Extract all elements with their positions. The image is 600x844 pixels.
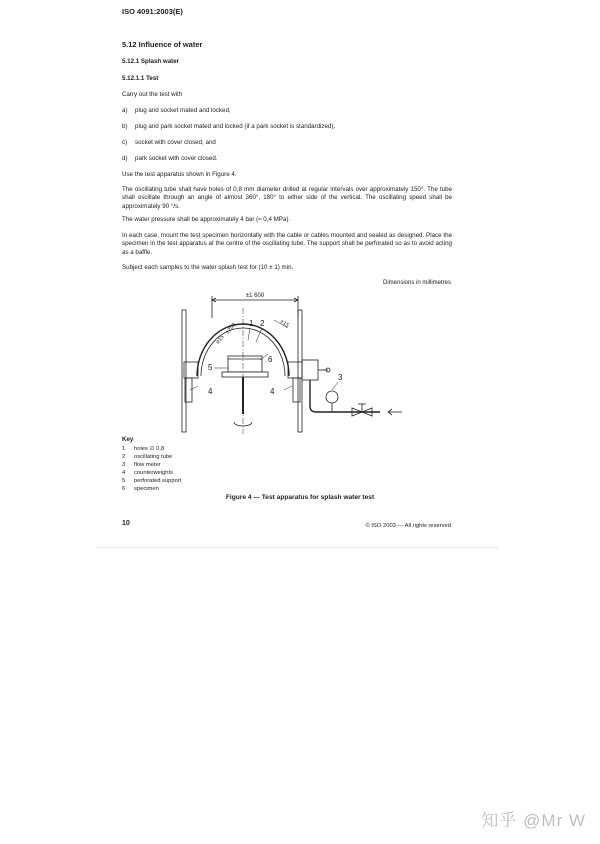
counterweight-right: [293, 378, 300, 402]
key-number: 3: [122, 462, 126, 468]
key-label: perforated support: [134, 478, 182, 484]
key-label: flow meter: [134, 462, 161, 468]
leader-1: [248, 328, 250, 340]
callout-3: 3: [338, 373, 343, 382]
list-text: socket with cover closed, and: [135, 139, 216, 146]
list-item: [122, 139, 216, 146]
subsection-title: 5.12.1 Splash water: [122, 58, 180, 65]
standard-header: ISO 4091:2003(E): [122, 7, 183, 16]
key-number: 1: [122, 446, 126, 452]
key-item: [122, 478, 181, 484]
intro-text: Carry out the test with: [122, 91, 183, 98]
paragraph: The oscillating tube shall have holes of 0,8 mm diameter drilled at regular intervals over approximately 150°. The tube shall oscillate through an angle of almost 360°, 180° to either side of the vertical. The oscillating speed shall be approximately 90 °/s.: [122, 186, 452, 210]
list-marker: a): [122, 107, 128, 114]
list-marker: b): [122, 123, 128, 130]
callout-6: 6: [268, 355, 273, 364]
list-text: plug and socket mated and locked,: [135, 107, 231, 114]
perforated-support: [222, 372, 268, 377]
dimensions-note: Dimensions in millimetres: [382, 280, 451, 286]
dimension-r200-label: ±200: [224, 322, 238, 336]
leader-4-right: [284, 386, 292, 390]
page-divider: [97, 547, 498, 548]
callout-4-right: 4: [270, 387, 275, 396]
key-number: 6: [122, 486, 126, 492]
specimen: [228, 356, 262, 372]
supply-pipe: [310, 380, 380, 412]
list-text: park socket with cover closed.: [135, 155, 218, 162]
key-item: [122, 446, 164, 452]
key-label: counterweights: [134, 470, 173, 476]
key-number: 5: [122, 478, 126, 484]
dimension-width-label: ±1 600: [245, 293, 265, 299]
dimension-d15-label: ⌀15: [214, 334, 226, 346]
list-marker: d): [122, 155, 128, 162]
test-apparatus-figure: [170, 286, 410, 436]
section-title: 5.12 Influence of water: [122, 40, 203, 49]
key-label: oscillating tube: [134, 454, 173, 460]
key-item: [122, 470, 173, 476]
paragraph: The water pressure shall be approximately 4 bar (≈ 0,4 MPa).: [122, 216, 291, 223]
list-item: [122, 107, 231, 114]
flow-meter: [326, 391, 338, 403]
list-item: [122, 123, 335, 130]
key-number: 2: [122, 454, 126, 460]
callout-5: 5: [208, 363, 213, 372]
key-title: Key: [122, 436, 134, 443]
leader-3: [332, 382, 338, 390]
key-item: [122, 486, 159, 492]
right-pivot: [288, 362, 302, 378]
list-item: [122, 155, 218, 162]
callout-2: 2: [260, 319, 265, 328]
figure-caption: Figure 4 — Test apparatus for splash water test: [225, 494, 375, 501]
dimension-15-label: ±15: [278, 318, 290, 329]
copyright-notice: © ISO 2003 — All rights reserved: [365, 523, 451, 529]
leader-4-left: [190, 386, 198, 390]
paragraph: Subject each samples to the water splash test for (10 ± 1) min.: [122, 264, 294, 271]
paragraph: In each case, mount the test specimen horizontally with the cable or cables mounted and sealed as designed. Place the specimen in the test apparatus at the centre of the oscillating tube. The support shall be perforated so as to avoid acting as a baffle.: [122, 232, 452, 256]
watermark: 知乎 @Mr W: [481, 811, 586, 830]
callout-4-left: 4: [208, 387, 213, 396]
list-text: plug and park socket mated and locked (if a park socket is standardized),: [135, 123, 336, 130]
right-upright: [298, 310, 302, 432]
callout-1: 1: [249, 319, 254, 328]
subsubsection-title: 5.12.1.1 Test: [122, 75, 159, 82]
key-item: [122, 462, 161, 468]
key-number: 4: [122, 470, 126, 476]
key-item: [122, 454, 172, 460]
paragraph: Use the test apparatus shown in Figure 4.: [122, 171, 237, 178]
supply-box: [302, 360, 318, 380]
page-number: 10: [122, 520, 130, 527]
list-marker: c): [122, 139, 128, 146]
key-label: holes ∅ 0,8: [134, 446, 165, 452]
key-label: specimen: [134, 486, 159, 492]
leader-2: [256, 328, 262, 342]
